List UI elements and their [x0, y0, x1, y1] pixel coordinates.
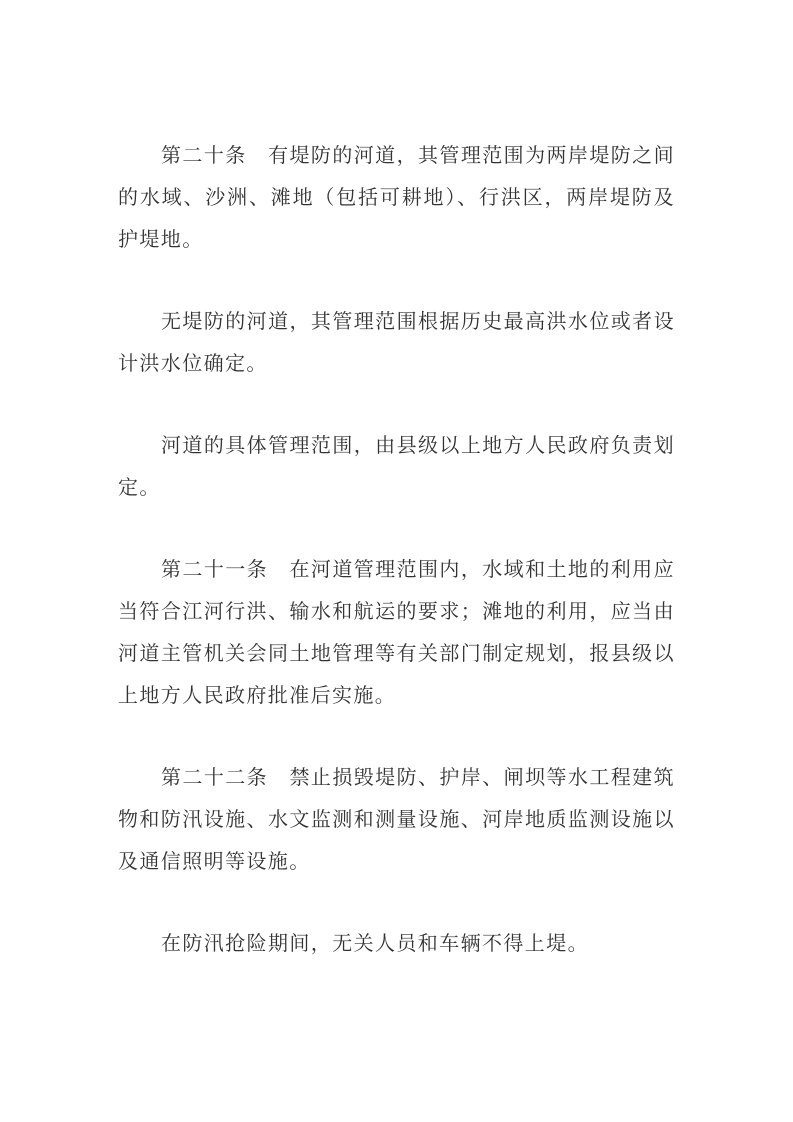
paragraph: 无堤防的河道，其管理范围根据历史最高洪水位或者设计洪水位确定。	[118, 311, 675, 375]
paragraph: 第二十二条 禁止损毁堤防、护岸、闸坝等水工程建筑物和防汛设施、水文监测和测量设施、河岸地质监测设施以及通信照明等设施。	[118, 767, 675, 873]
paragraph: 在防汛抢险期间，无关人员和车辆不得上堤。	[161, 933, 589, 955]
paragraph: 第二十条 有堤防的河道，其管理范围为两岸堤防之间的水域、沙洲、滩地（包括可耕地）、行洪区，两岸堤防及护堤地。	[118, 145, 675, 251]
document-text-block	[118, 135, 675, 965]
paragraph: 河道的具体管理范围，由县级以上地方人民政府负责划定。	[118, 435, 675, 499]
paragraph: 第二十一条 在河道管理范围内，水域和土地的利用应当符合江河行洪、输水和航运的要求；滩地的利用，应当由河道主管机关会同土地管理等有关部门制定规划，报县级以上地方人民政府批准后实施。	[118, 559, 675, 707]
